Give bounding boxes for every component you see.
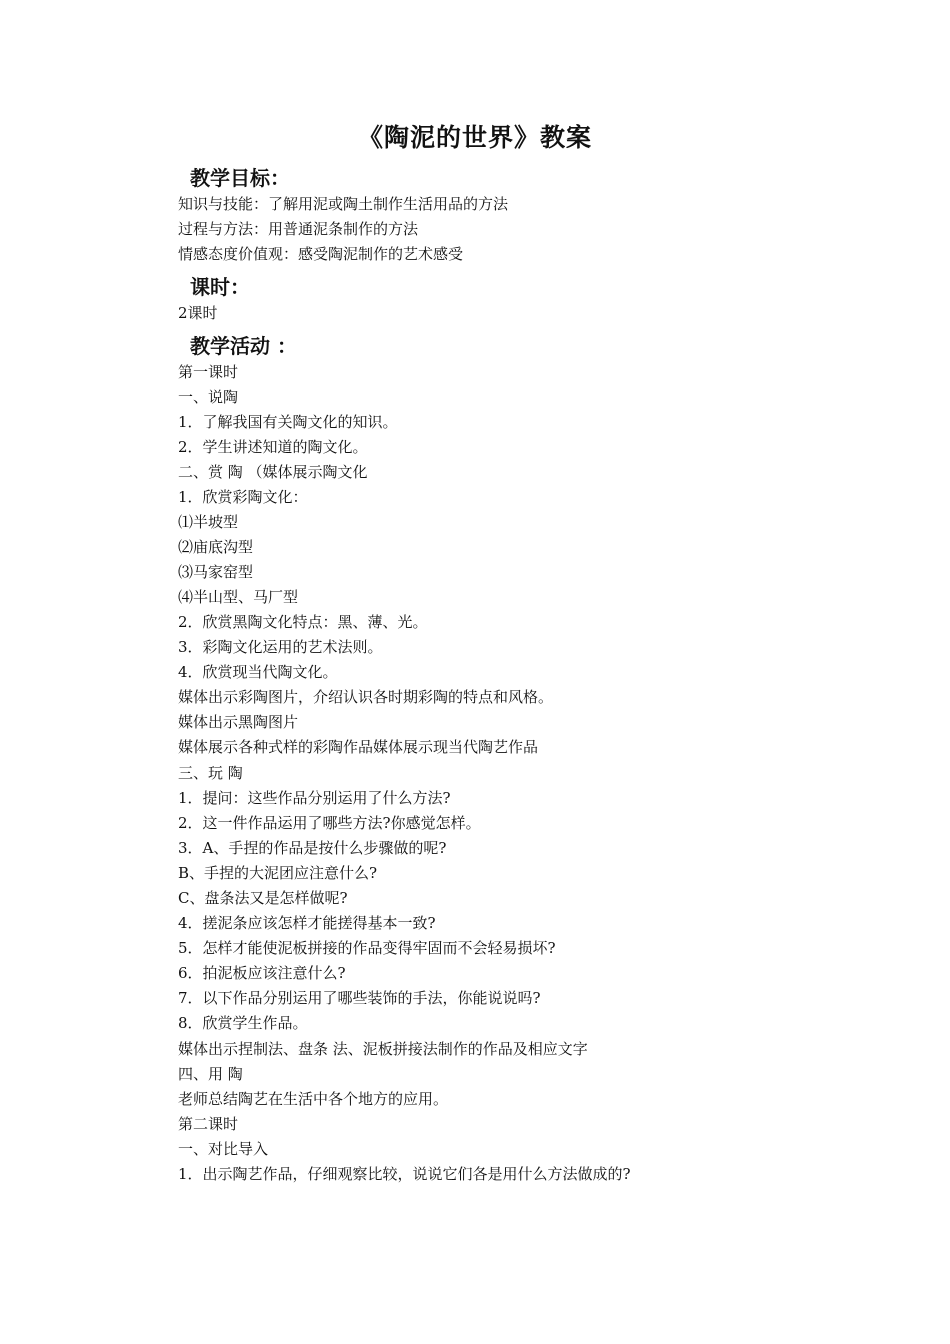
activity-line: 8．欣赏学生作品。 <box>178 1014 308 1032</box>
activity-line: 4．搓泥条应该怎样才能搓得基本一致? <box>178 914 436 932</box>
activity-line: ⑵庙底沟型 <box>178 538 254 556</box>
activity-line: 6．拍泥板应该注意什么? <box>178 964 346 982</box>
activity-line: 1．欣赏彩陶文化： <box>178 488 308 506</box>
activity-line: 媒体出示捏制法、盘条 法、泥板拼接法制作的作品及相应文字 <box>178 1040 588 1058</box>
activity-line: 第一课时 <box>178 363 239 381</box>
activity-line: 四、用 陶 <box>178 1065 243 1083</box>
activity-line: 2．欣赏黑陶文化特点：黑、薄、光。 <box>178 613 428 631</box>
hours-heading: 课时： <box>190 275 250 299</box>
activity-line: ⑶马家窑型 <box>178 563 254 581</box>
activity-line: 1．了解我国有关陶文化的知识。 <box>178 413 398 431</box>
activity-line: 媒体出示黑陶图片 <box>178 713 299 731</box>
document-title: 《陶泥的世界》教案 <box>357 123 592 152</box>
objective-line: 知识与技能：了解用泥或陶土制作生活用品的方法 <box>178 195 509 213</box>
objective-line: 过程与方法：用普通泥条制作的方法 <box>178 220 419 238</box>
activity-line: 2．学生讲述知道的陶文化。 <box>178 438 368 456</box>
activity-line: 三、玩 陶 <box>178 764 243 782</box>
activity-line: 老师总结陶艺在生活中各个地方的应用。 <box>178 1090 449 1108</box>
activity-line: 4．欣赏现当代陶文化。 <box>178 663 338 681</box>
activity-line: 1．提问：这些作品分别运用了什么方法? <box>178 789 451 807</box>
activity-line: 媒体展示各种式样的彩陶作品媒体展示现当代陶艺作品 <box>178 738 539 756</box>
activity-line: 1．出示陶艺作品，仔细观察比较，说说它们各是用什么方法做成的? <box>178 1165 631 1183</box>
activity-line: C、盘条法又是怎样做呢? <box>178 889 348 907</box>
objectives-heading: 教学目标： <box>190 166 290 190</box>
activity-line: 3．彩陶文化运用的艺术法则。 <box>178 638 383 656</box>
activity-line: ⑷半山型、马厂型 <box>178 588 299 606</box>
activity-line: 媒体出示彩陶图片，介绍认识各时期彩陶的特点和风格。 <box>178 688 554 706</box>
activities-heading: 教学活动 ： <box>190 334 297 358</box>
activity-line: 第二课时 <box>178 1115 239 1133</box>
activity-line: 2．这一件作品运用了哪些方法?你感觉怎样。 <box>178 814 481 832</box>
activity-line: 一、说陶 <box>178 388 239 406</box>
objective-line: 情感态度价值观：感受陶泥制作的艺术感受 <box>178 245 464 263</box>
activity-line: 5．怎样才能使泥板拼接的作品变得牢固而不会轻易损坏? <box>178 939 556 957</box>
activity-line: 3．A、手捏的作品是按什么步骤做的呢? <box>178 839 447 857</box>
activity-line: 7．以下作品分别运用了哪些装饰的手法，你能说说吗? <box>178 989 541 1007</box>
hours-value: 2课时 <box>178 304 218 322</box>
activity-line: ⑴半坡型 <box>178 513 239 531</box>
activity-line: 二、赏 陶 （媒体展示陶文化 <box>178 463 368 481</box>
activity-line: B、手捏的大泥团应注意什么? <box>178 864 378 882</box>
activity-line: 一、对比导入 <box>178 1140 269 1158</box>
